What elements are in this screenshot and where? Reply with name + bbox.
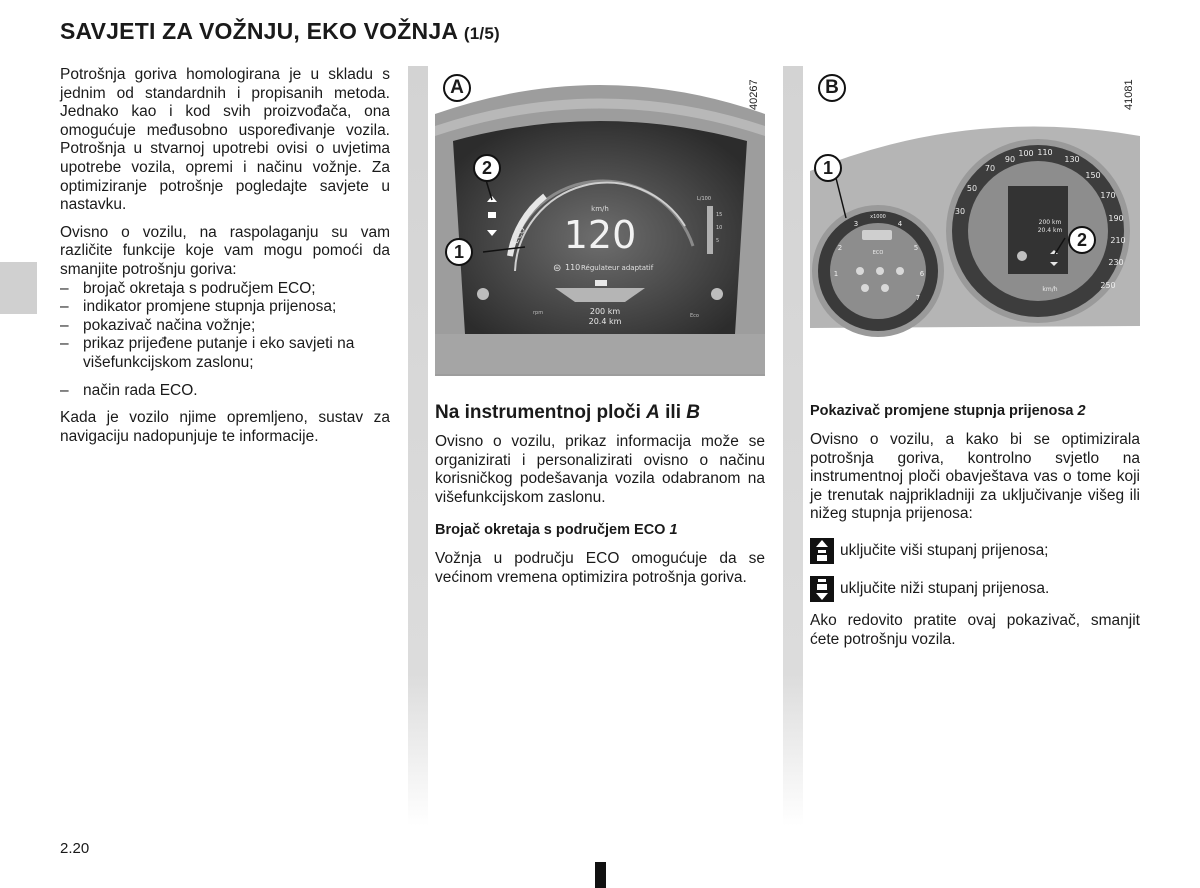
speed-scale: 50 <box>966 184 978 193</box>
speed-scale: 30 <box>954 207 966 216</box>
speed-scale: 110 <box>1037 148 1053 157</box>
list-item: – prikaz prijeđene putanje i eko savjeti na višefunkcijskom zaslonu; <box>60 335 390 372</box>
list-item: – brojač okretaja s područjem ECO; <box>60 280 390 299</box>
shift-down-row <box>810 576 1140 602</box>
speed-scale: 130 <box>1064 155 1080 164</box>
figure-b <box>810 66 1140 376</box>
section-heading: Na instrumentnoj ploči A ili B <box>435 402 700 423</box>
distance-total: 200 km <box>1038 219 1062 226</box>
cruise-text: Régulateur adaptatif <box>581 264 654 272</box>
gear-indicator-paragraph: Ovisno o vozilu, a kako bi se optimizirala potrošnja goriva, kontrolno svjetlo na instrumentnoj ploči obavještava vas o tome koji je trenutak najprikladniji za uključivanje višeg ili nižeg stupnja prijenosa: <box>810 431 1140 523</box>
column-3 <box>810 66 1140 649</box>
chapter-tab <box>0 262 37 314</box>
speed-unit: km/h <box>591 205 609 213</box>
column-separator <box>783 66 803 826</box>
instrument-panel-a-illustration <box>435 66 765 376</box>
eco-small-label: Eco <box>690 313 699 319</box>
speed-scale: 210 <box>1110 236 1126 245</box>
rpm-scale: 3 <box>853 220 859 228</box>
rpm-label: rpm <box>533 310 544 316</box>
figure-label-b: B <box>818 74 846 102</box>
speed-value: 120 <box>563 213 637 257</box>
shift-up-row <box>810 538 1140 564</box>
speed-scale: 190 <box>1108 214 1124 223</box>
recommendation-paragraph: Ako redovito pratite ovaj pokazivač, smanjit ćete potrošnju vozila. <box>810 611 1140 648</box>
rpm-multiplier: x1000 <box>870 214 886 220</box>
page-title <box>60 18 500 45</box>
figure-code-a: 40267 <box>748 79 760 110</box>
consumption-scale: 15 <box>716 212 723 218</box>
title-page-index: (1/5) <box>463 24 500 43</box>
rpm-scale: 2 <box>837 244 843 252</box>
functions-list <box>60 280 390 401</box>
rpm-scale: 4 <box>897 220 903 228</box>
speed-unit: km/h <box>1042 286 1058 293</box>
distance-trip: 20.4 km <box>588 317 622 326</box>
distance-total: 200 km <box>589 307 621 316</box>
rpm-scale: 7 <box>915 294 921 302</box>
eco-zone-paragraph: Vožnja u području ECO omogućuje da se većinom vremena optimizira potrošnja goriva. <box>435 550 765 586</box>
eco-zone-label: ECO <box>510 225 528 245</box>
shift-up-icon <box>810 538 834 564</box>
navigation-paragraph: Kada je vozilo njime opremljeno, sustav za navigaciju nadopunjuje te informacije. <box>60 409 390 445</box>
column-separator <box>408 66 428 826</box>
functions-paragraph: Ovisno o vozilu, na raspolaganju su vam različite funkcije koje vam mogu pomoći da smanjite potrošnju goriva: <box>60 223 390 278</box>
speed-scale: 170 <box>1100 191 1116 200</box>
list-item: – način rada ECO. <box>60 382 390 401</box>
shift-up-text: uključite viši stupanj prijenosa; <box>840 541 1049 559</box>
distance-trip: 20.4 km <box>1037 227 1063 234</box>
intro-paragraph: Potrošnja goriva homologirana je u skladu s jednim od standardnih i propisanih metoda. Jednako kao i kod svih proizvođača, ona omogućuje međusobno uspoređivanje vozila. Potrošnja u stvarnoj upotrebi ovisi o uvjetima upotrebe vozila, opremi i načinu vožnje. Za optimiziranje potrošnje pogledajte savjete u nastavku. <box>60 66 390 214</box>
consumption-scale: 10 <box>716 225 723 231</box>
title-text: SAVJETI ZA VOŽNJU, EKO VOŽNJA <box>60 18 458 44</box>
consumption-unit: L/100 <box>697 196 712 202</box>
rpm-scale: 1 <box>833 270 839 278</box>
shift-down-text: uključite niži stupanj prijenosa. <box>840 579 1050 597</box>
column-2 <box>435 66 765 588</box>
page-number: 2.20 <box>60 840 90 857</box>
speed-scale: 90 <box>1004 155 1016 164</box>
speed-scale: 70 <box>984 164 996 173</box>
callout-2: 2 <box>1068 226 1096 254</box>
display-paragraph: Ovisno o vozilu, prikaz informacija može se organizirati i personalizirati ovisno o načinu korisničkog podešavanja vozila odabranom na višefunkcijskom zaslonu. <box>435 433 765 506</box>
speed-scale: 100 <box>1018 149 1034 158</box>
shift-down-icon <box>810 576 834 602</box>
consumption-scale: 5 <box>716 238 720 244</box>
instrument-panel-b-illustration <box>810 66 1140 376</box>
gear-indicator-heading: Pokazivač promjene stupnja prijenosa 2 <box>810 403 1086 419</box>
figure-a <box>435 66 765 376</box>
callout-2: 2 <box>473 154 501 182</box>
callout-1: 1 <box>814 154 842 182</box>
rpm-scale: 6 <box>919 270 925 278</box>
footer-mark <box>595 862 606 888</box>
figure-label-a: A <box>443 74 471 102</box>
callout-1: 1 <box>445 238 473 266</box>
eco-label: ECO <box>872 250 884 256</box>
speed-scale: 250 <box>1100 281 1116 290</box>
rev-counter-heading: Brojač okretaja s područjem ECO 1 <box>435 522 678 539</box>
column-1 <box>60 66 390 446</box>
list-item: – indikator promjene stupnja prijenosa; <box>60 298 390 317</box>
cruise-icon: ⊜ <box>553 263 562 274</box>
rpm-scale: 5 <box>913 244 919 252</box>
cruise-speed: 110 <box>565 263 581 272</box>
speed-scale: 150 <box>1085 171 1101 180</box>
list-item: – pokazivač načina vožnje; <box>60 317 390 336</box>
speed-scale: 230 <box>1108 258 1124 267</box>
figure-code-b: 41081 <box>1123 79 1135 110</box>
